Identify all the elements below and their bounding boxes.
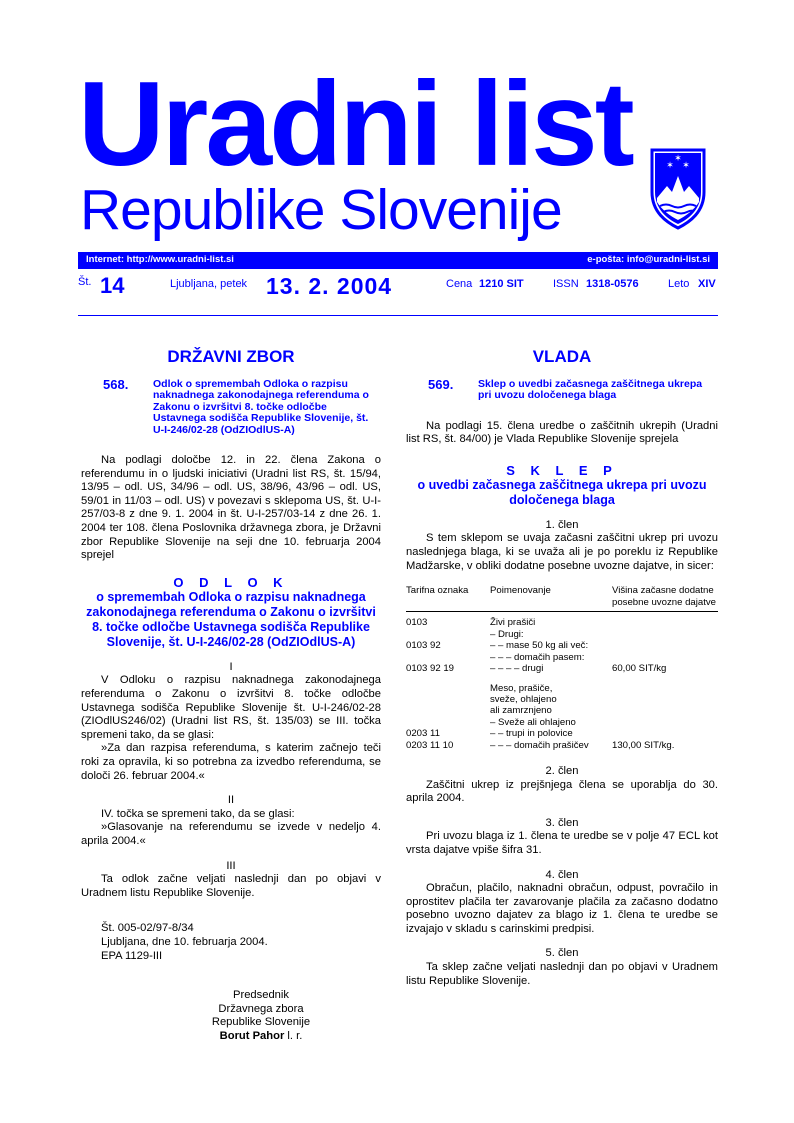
- signature-line: Državnega zbora: [218, 1002, 304, 1015]
- table-cell: [612, 705, 718, 716]
- table-row: [406, 663, 718, 674]
- document-type: S K L E P: [506, 462, 618, 478]
- table-cell: [406, 705, 490, 716]
- table-row: [406, 740, 718, 751]
- issue-date: 13. 2. 2004: [266, 273, 393, 299]
- masthead-title: Uradni list: [78, 57, 632, 191]
- table-cell: 130,00 SIT/kg.: [612, 739, 675, 751]
- point-number: I: [229, 660, 233, 673]
- article-label: 2. člen: [545, 764, 579, 777]
- slovenia-coat-of-arms-icon: [648, 146, 708, 230]
- act-heading[interactable]: [81, 376, 381, 437]
- table-cell: [612, 694, 718, 705]
- table-row: [406, 705, 718, 716]
- paragraph: S tem sklepom se uvaja začasni zaščitni ukrep pri uvozu naslednjega blaga, ki se uvaža ali je po poreklu iz Republike Madžarske, v obliki dodatne posebne uvozne dajatve, in sicer:: [406, 532, 718, 572]
- table-cell: – – – domačih pasem:: [490, 651, 585, 663]
- act-number: 569.: [428, 376, 454, 392]
- table-cell: ali zamrznjeno: [490, 705, 552, 717]
- paragraph: Pri uvozu blaga iz 1. člena te uredbe se v polje 47 ECL kot vrsta dajatve vpiše šifra 31.: [406, 830, 718, 856]
- table-header: Tarifna oznaka: [406, 579, 490, 611]
- header-rule: [78, 315, 718, 316]
- paragraph: Ta sklep začne veljati naslednji dan po objavi v Uradnem listu Republike Slovenije.: [406, 961, 718, 987]
- article-label: 3. člen: [545, 816, 579, 829]
- section-title: VLADA: [532, 347, 592, 366]
- table-row: [406, 640, 718, 651]
- reference-block: [81, 922, 381, 963]
- signature-block: [81, 989, 381, 1043]
- issue-number-label: Št.: [78, 276, 92, 288]
- table-cell: [406, 629, 490, 640]
- reference-number: Št. 005-02/97-8/34: [101, 922, 194, 935]
- right-column: [406, 340, 718, 988]
- issue-number: 14: [100, 273, 125, 298]
- table-cell: 60,00 SIT/kg: [612, 663, 667, 675]
- reference-epa: EPA 1129-III: [101, 949, 163, 962]
- website-link[interactable]: Internet: http://www.uradni-list.si: [86, 254, 234, 265]
- paragraph: Obračun, plačilo, naknadni obračun, odpust, povračilo in oprostitev plačila ter zavarovanje plačila za začasno dodatno posebno uvozno dajatev za blago iz 1. člena te uredbe se izvajajo v skladu s carinskimi predpisi.: [406, 882, 718, 935]
- tariff-table: [406, 579, 718, 751]
- article-label: 4. člen: [545, 868, 579, 881]
- price: 1210 SIT: [479, 278, 524, 290]
- paragraph: Zaščitni ukrep iz prejšnjega člena se uporablja do 30. aprila 2004.: [406, 778, 718, 805]
- table-cell: – – trupi in polovice: [490, 728, 573, 740]
- paragraph: Ta odlok začne veljati naslednji dan po objavi v Uradnem listu Republike Slovenije.: [81, 873, 381, 899]
- article-label: 1. člen: [545, 518, 579, 531]
- masthead-subtitle: Republike Slovenije: [80, 178, 562, 242]
- table-row: [406, 617, 718, 628]
- table-row: [406, 629, 718, 640]
- table-cell: 0103 92 19: [406, 663, 455, 675]
- act-heading[interactable]: [406, 376, 718, 402]
- section-title: DRŽAVNI ZBOR: [167, 347, 295, 366]
- contact-bar: [78, 252, 718, 269]
- table-row: [406, 694, 718, 705]
- table-cell: [612, 629, 718, 640]
- table-cell: [612, 617, 718, 628]
- article-label: 5. člen: [545, 947, 579, 960]
- table-cell: [612, 717, 718, 728]
- table-cell: 0203 11 10: [406, 739, 454, 751]
- svg-text:✶: ✶: [682, 161, 690, 171]
- table-header: Poimenovanje: [490, 579, 612, 611]
- document-heading: [81, 575, 381, 650]
- signature-line: Predsednik: [233, 989, 289, 1002]
- table-cell: Živi prašiči: [490, 617, 536, 629]
- table-cell: [612, 728, 718, 739]
- table-cell: 0103: [406, 617, 428, 629]
- paragraph: IV. točka se spremeni tako, da se glasi:: [101, 807, 295, 820]
- document-title: o spremembah Odloka o razpisu naknadnega zakonodajnega referenduma o Zakonu o izvršitvi 8. točke odločbe Ustavnega sodišča Republike Slovenije, št. U-I-246/02-28 (OdZIOdlUS-A): [86, 589, 376, 649]
- signature-name-line: [141, 1030, 381, 1044]
- act-title: Odlok o spremembah Odloka o razpisu naknadnega zakonodajnega referenduma o Zakonu o izvršitvi 8. točke odločbe Ustavnega sodišča Republike Slovenije, št. U-I-246/02-28 (OdZIOdlUS-A): [153, 377, 369, 436]
- issn-label: ISSN: [553, 278, 579, 290]
- table-cell: [406, 694, 490, 705]
- table-cell: 0103 92: [406, 640, 441, 652]
- svg-text:✶: ✶: [674, 154, 682, 164]
- table-header: Višina začasne dodatne posebne uvozne dajatve: [612, 579, 718, 611]
- table-row: [406, 728, 718, 739]
- issn: 1318-0576: [586, 278, 639, 290]
- signatory-name: Borut Pahor: [219, 1029, 285, 1042]
- svg-text:✶: ✶: [666, 161, 674, 171]
- table-cell: [612, 652, 718, 663]
- table-cell: [612, 640, 718, 651]
- volume: XIV: [698, 278, 716, 290]
- document-heading: [406, 463, 718, 508]
- issue-place-day: Ljubljana, petek: [170, 278, 248, 290]
- point-number: II: [227, 794, 235, 807]
- signature-line: Republike Slovenije: [211, 1016, 311, 1029]
- table-cell: – – – domačih prašičev: [490, 739, 589, 751]
- table-cell: Meso, prašiče,: [490, 682, 553, 694]
- left-column: [81, 340, 381, 1044]
- paragraph: V Odloku o razpisu naknadnega zakonodajnega referenduma o Zakonu o izvršitvi 8. točke odločbe Ustavnega sodišča Republike Slovenije št. U-I-246/02-28 (ZIOdlUS246/02) (Uradni list RS, št. 135/03) se III. točka spremeni tako, da se glasi:: [81, 674, 381, 741]
- table-cell: sveže, ohlajeno: [490, 693, 557, 705]
- table-cell: [612, 683, 718, 694]
- table-cell: – Drugi:: [490, 628, 524, 640]
- table-row: [406, 683, 718, 694]
- table-cell: – Sveže ali ohlajeno: [490, 716, 576, 728]
- email-link[interactable]: e-pošta: info@uradni-list.si: [587, 254, 710, 265]
- price-label: Cena: [446, 278, 473, 290]
- quote-paragraph: »Za dan razpisa referenduma, s katerim začnejo teči roki za opravila, ki so potrebna za izvedbo referenduma, se določi 26. februar 2004.«: [81, 742, 381, 782]
- table-cell: [406, 683, 490, 694]
- table-row: [406, 652, 718, 663]
- reference-date: Ljubljana, dne 10. februarja 2004.: [101, 935, 268, 948]
- document-type: O D L O K: [173, 574, 289, 590]
- table-cell: [406, 652, 490, 663]
- quote-paragraph: »Glasovanje na referendumu se izvede v nedeljo 4. aprila 2004.«: [81, 821, 381, 847]
- act-title: Sklep o uvedbi začasnega zaščitnega ukrepa pri uvozu določenega blaga: [478, 377, 703, 402]
- table-row: [406, 717, 718, 728]
- issue-info: [78, 272, 718, 304]
- table-cell: – – – – drugi: [490, 663, 544, 675]
- signatory-suffix: l. r.: [284, 1029, 303, 1042]
- act-number: 568.: [103, 376, 129, 392]
- volume-label: Leto: [668, 278, 690, 290]
- intro-paragraph: Na podlagi določbe 12. in 22. člena Zakona o referendumu in o ljudski iniciativi (Uradni list RS, št. 15/94, 13/95 – odl. US, 34/96 – odl. US, 38/96, 43/96 – odl. US, 59/01 in 11/03 – odl. US) v povezavi s sklepoma US, št. U-I-257/03-8 z dne 9. 1. 2004 in št. U-I-257/03-14 z dne 26. 1. 2004 ter 108. člena Poslovnika državnega zbora, je Državni zbor Republike Slovenije na seji dne 10. februarja 2004 sprejel: [81, 454, 381, 562]
- table-cell: 0203 11: [406, 728, 440, 740]
- table-cell: – – mase 50 kg ali več:: [490, 640, 589, 652]
- intro-paragraph: Na podlagi 15. člena uredbe o zaščitnih ukrepih (Uradni list RS, št. 84/00) je Vlada Republike Slovenije sprejela: [406, 419, 718, 446]
- table-cell: [406, 717, 490, 728]
- point-number: III: [226, 859, 236, 872]
- document-title: o uvedbi začasnega zaščitnega ukrepa pri uvozu določenega blaga: [417, 477, 707, 507]
